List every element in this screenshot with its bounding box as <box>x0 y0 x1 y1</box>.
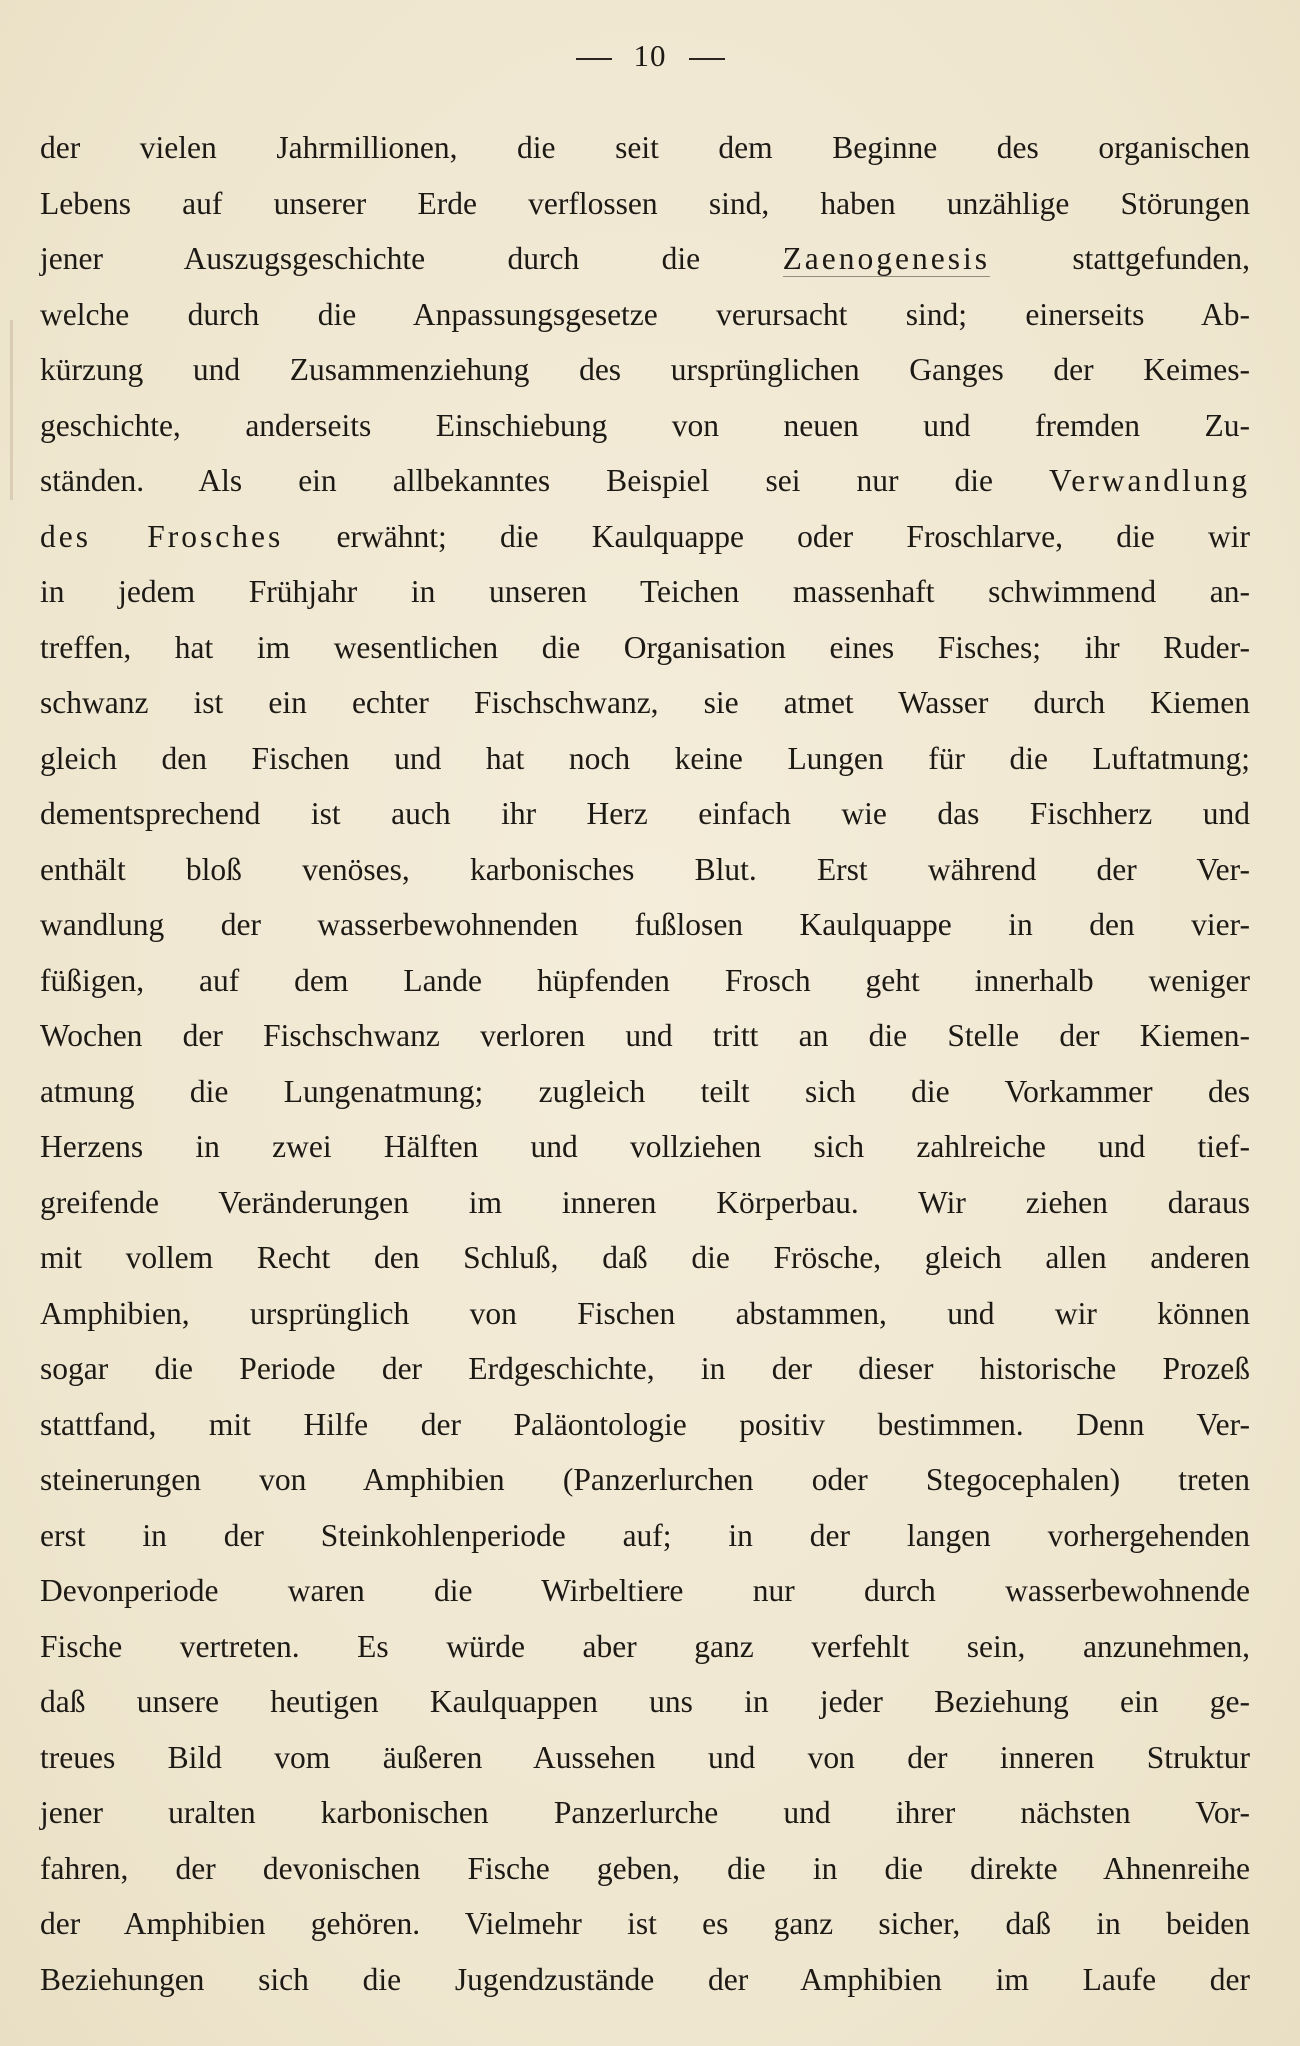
page-number: 10 <box>633 38 667 73</box>
text-line-8: des Frosches erwähnt; die Kaulquappe oder Froschlarve, die wir <box>40 518 1250 554</box>
text-line-21: mit vollem Recht den Schluß, daß die Frösche, gleich allen anderen <box>40 1240 1250 1275</box>
text-line-9: in jedem Frühjahr in unseren Teichen massenhaft schwimmend an- <box>40 574 1250 609</box>
text-line-18: atmung die Lungenatmung; zugleich teilt sich die Vorkammer des <box>40 1073 1250 1109</box>
text-line-12: gleich den Fischen und hat noch keine Lungen für die Luftatmung; <box>40 740 1250 776</box>
text-line-7: ständen. Als ein allbekanntes Beispiel sei nur die Verwandlung <box>40 463 1250 498</box>
header-dash-right <box>689 58 725 60</box>
text-line-23: sogar die Periode der Erdgeschichte, in der dieser historische Prozeß <box>40 1351 1250 1386</box>
text-line-27: Devonperiode waren die Wirbeltiere nur durch wasserbewohnende <box>40 1573 1250 1608</box>
page-body-text <box>40 120 1250 2007</box>
text-line-16: füßigen, auf dem Lande hüpfenden Frosch geht innerhalb weniger <box>40 962 1250 998</box>
text-line-28: Fische vertreten. Es würde aber ganz verfehlt sein, anzunehmen, <box>40 1628 1250 1664</box>
text-line-24: stattfand, mit Hilfe der Paläontologie positiv bestimmen. Denn Ver- <box>40 1406 1250 1442</box>
text-line-29: daß unsere heutigen Kaulquappen uns in jeder Beziehung ein ge- <box>40 1684 1250 1719</box>
text-line-22: Amphibien, ursprünglich von Fischen abstammen, und wir können <box>40 1295 1250 1331</box>
text-line-19: Herzens in zwei Hälften und vollziehen sich zahlreiche und tief- <box>40 1129 1250 1164</box>
text-line-10: treffen, hat im wesentlichen die Organisation eines Fisches; ihr Ruder- <box>40 629 1250 665</box>
page-header <box>0 38 1300 74</box>
text-line-2: Lebens auf unserer Erde verflossen sind, haben unzählige Störungen <box>40 185 1250 221</box>
text-line-17: Wochen der Fischschwanz verloren und tritt an die Stelle der Kiemen- <box>40 1018 1250 1053</box>
text-line-4: welche durch die Anpassungsgesetze verursacht sind; einerseits Ab- <box>40 296 1250 332</box>
emphasized-term: des Frosches <box>40 518 284 554</box>
text-line-34: Beziehungen sich die Jugendzustände der Amphibien im Laufe der <box>40 1961 1250 1997</box>
text-line-13: dementsprechend ist auch ihr Herz einfach wie das Fischherz und <box>40 796 1250 831</box>
page-shadow <box>10 320 13 500</box>
text-line-1: der vielen Jahrmillionen, die seit dem Beginne des organischen <box>40 130 1250 165</box>
header-dash-left <box>576 58 612 60</box>
text-line-31: jener uralten karbonischen Panzerlurche und ihrer nächsten Vor- <box>40 1795 1250 1830</box>
emphasized-term: Zaenogenesis <box>782 241 990 276</box>
text-line-20: greifende Veränderungen im inneren Körperbau. Wir ziehen daraus <box>40 1184 1250 1220</box>
text-line-6: geschichte, anderseits Einschiebung von neuen und fremden Zu- <box>40 407 1250 443</box>
emphasized-term: Verwandlung <box>1049 463 1250 498</box>
text-line-3: jener Auszugsgeschichte durch die Zaenogenesis stattgefunden, <box>40 241 1250 276</box>
text-line-5: kürzung und Zusammenziehung des ursprünglichen Ganges der Keimes- <box>40 352 1250 387</box>
text-line-15: wandlung der wasserbewohnenden fußlosen Kaulquappe in den vier- <box>40 907 1250 942</box>
text-line-25: steinerungen von Amphibien (Panzerlurchen oder Stegocephalen) treten <box>40 1462 1250 1497</box>
text-line-14: enthält bloß venöses, karbonisches Blut. Erst während der Ver- <box>40 851 1250 887</box>
text-line-30: treues Bild vom äußeren Aussehen und von der inneren Struktur <box>40 1739 1250 1775</box>
text-line-11: schwanz ist ein echter Fischschwanz, sie atmet Wasser durch Kiemen <box>40 685 1250 720</box>
text-line-33: der Amphibien gehören. Vielmehr ist es ganz sicher, daß in beiden <box>40 1906 1250 1941</box>
text-line-32: fahren, der devonischen Fische geben, die in die direkte Ahnenreihe <box>40 1850 1250 1886</box>
text-line-26: erst in der Steinkohlenperiode auf; in der langen vorhergehenden <box>40 1517 1250 1553</box>
